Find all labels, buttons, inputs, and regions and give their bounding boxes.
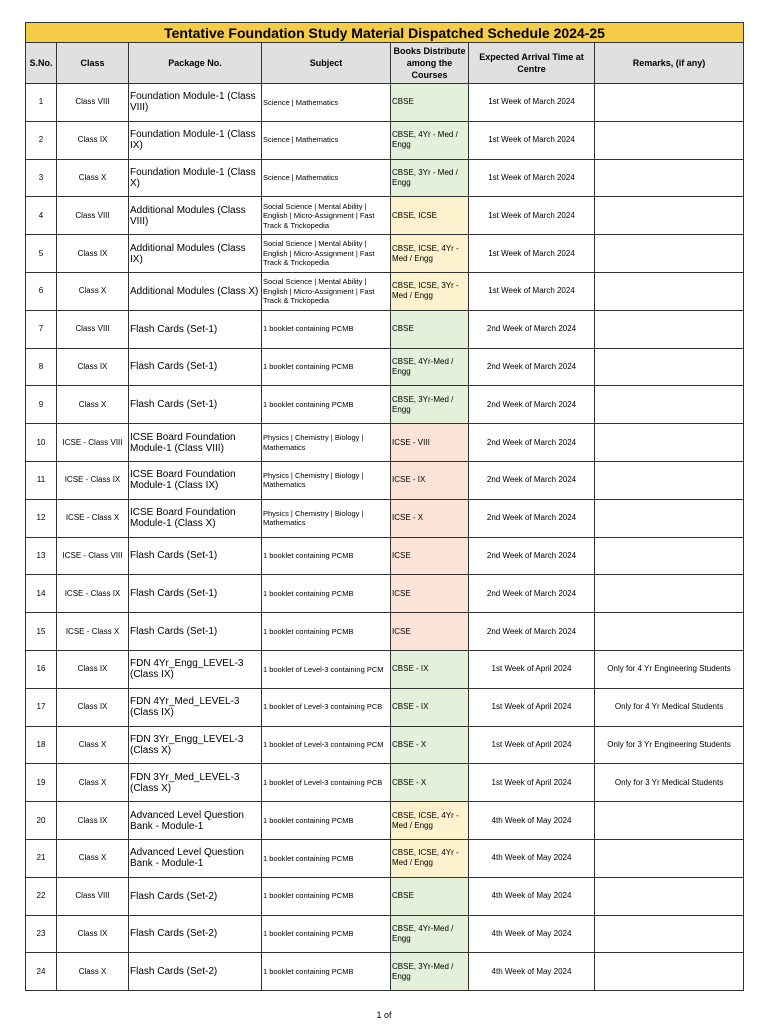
cell-package: Foundation Module-1 (Class X) [129, 159, 262, 197]
cell-subject: 1 booklet of Level-3 containing PCB [262, 764, 391, 802]
cell-subject: 1 booklet containing PCMB [262, 839, 391, 877]
cell-books: CBSE, 3Yr-Med / Engg [391, 953, 469, 991]
cell-subject: 1 booklet of Level-3 containing PCM [262, 726, 391, 764]
cell-arrival: 1st Week of March 2024 [469, 159, 595, 197]
cell-remarks [595, 197, 744, 235]
header-sno: S.No. [26, 43, 57, 84]
cell-books: CBSE, ICSE, 3Yr - Med / Engg [391, 272, 469, 310]
cell-sno: 2 [26, 121, 57, 159]
cell-arrival: 1st Week of April 2024 [469, 688, 595, 726]
cell-class: Class X [57, 726, 129, 764]
cell-books: CBSE, 3Yr - Med / Engg [391, 159, 469, 197]
cell-remarks [595, 386, 744, 424]
cell-books: CBSE, ICSE, 4Yr - Med / Engg [391, 839, 469, 877]
cell-package: Flash Cards (Set-1) [129, 575, 262, 613]
cell-sno: 23 [26, 915, 57, 953]
cell-class: Class IX [57, 915, 129, 953]
cell-sno: 5 [26, 235, 57, 273]
cell-subject: 1 booklet containing PCMB [262, 537, 391, 575]
cell-remarks [595, 424, 744, 462]
cell-package: Flash Cards (Set-1) [129, 537, 262, 575]
cell-remarks: Only for 3 Yr Engineering Students [595, 726, 744, 764]
cell-arrival: 1st Week of March 2024 [469, 121, 595, 159]
cell-remarks [595, 272, 744, 310]
table-row [26, 461, 744, 499]
cell-remarks: Only for 4 Yr Medical Students [595, 688, 744, 726]
cell-sno: 9 [26, 386, 57, 424]
table-row [26, 272, 744, 310]
table-row [26, 726, 744, 764]
cell-subject: 1 booklet containing PCMB [262, 348, 391, 386]
cell-books: ICSE [391, 613, 469, 651]
header-expected: Expected Arrival Time at Centre [469, 43, 595, 84]
cell-package: ICSE Board Foundation Module-1 (Class IX) [129, 461, 262, 499]
cell-books: CBSE, ICSE, 4Yr - Med / Engg [391, 235, 469, 273]
cell-class: Class X [57, 159, 129, 197]
sheet-title: Tentative Foundation Study Material Dispatched Schedule 2024-25 [26, 23, 744, 43]
cell-package: ICSE Board Foundation Module-1 (Class VIII) [129, 424, 262, 462]
cell-remarks [595, 159, 744, 197]
cell-class: ICSE - Class X [57, 613, 129, 651]
cell-sno: 16 [26, 650, 57, 688]
cell-books: CBSE [391, 877, 469, 915]
table-row [26, 197, 744, 235]
cell-class: Class VIII [57, 877, 129, 915]
cell-class: Class X [57, 953, 129, 991]
cell-subject: Science | Mathematics [262, 159, 391, 197]
cell-class: ICSE - Class IX [57, 575, 129, 613]
header-package: Package No. [129, 43, 262, 84]
cell-class: Class IX [57, 688, 129, 726]
table-row [26, 650, 744, 688]
cell-class: ICSE - Class X [57, 499, 129, 537]
cell-books: CBSE [391, 310, 469, 348]
cell-remarks: Only for 3 Yr Medical Students [595, 764, 744, 802]
cell-books: ICSE - IX [391, 461, 469, 499]
cell-class: ICSE - Class VIII [57, 537, 129, 575]
table-row [26, 310, 744, 348]
cell-remarks [595, 839, 744, 877]
cell-subject: Physics | Chemistry | Biology | Mathematics [262, 424, 391, 462]
cell-package: Flash Cards (Set-1) [129, 310, 262, 348]
cell-subject: 1 booklet containing PCMB [262, 386, 391, 424]
cell-arrival: 2nd Week of March 2024 [469, 499, 595, 537]
cell-books: ICSE [391, 537, 469, 575]
cell-package: Foundation Module-1 (Class IX) [129, 121, 262, 159]
cell-package: Flash Cards (Set-1) [129, 386, 262, 424]
table-row [26, 499, 744, 537]
cell-package: Additional Modules (Class IX) [129, 235, 262, 273]
cell-remarks [595, 84, 744, 122]
cell-subject: 1 booklet containing PCMB [262, 877, 391, 915]
cell-arrival: 1st Week of March 2024 [469, 272, 595, 310]
cell-arrival: 2nd Week of March 2024 [469, 424, 595, 462]
cell-arrival: 2nd Week of March 2024 [469, 537, 595, 575]
cell-package: Additional Modules (Class X) [129, 272, 262, 310]
cell-books: CBSE - IX [391, 688, 469, 726]
table-row [26, 688, 744, 726]
cell-package: Flash Cards (Set-1) [129, 613, 262, 651]
cell-subject: 1 booklet containing PCMB [262, 613, 391, 651]
cell-package: Foundation Module-1 (Class VIII) [129, 84, 262, 122]
header-remarks: Remarks, (if any) [595, 43, 744, 84]
cell-remarks [595, 575, 744, 613]
cell-class: Class IX [57, 348, 129, 386]
header-class: Class [57, 43, 129, 84]
cell-package: Advanced Level Question Bank - Module-1 [129, 839, 262, 877]
cell-remarks [595, 348, 744, 386]
cell-books: CBSE [391, 84, 469, 122]
cell-package: Flash Cards (Set-2) [129, 877, 262, 915]
cell-arrival: 2nd Week of March 2024 [469, 461, 595, 499]
cell-sno: 21 [26, 839, 57, 877]
table-row [26, 802, 744, 840]
cell-arrival: 2nd Week of March 2024 [469, 310, 595, 348]
cell-subject: Science | Mathematics [262, 84, 391, 122]
cell-sno: 11 [26, 461, 57, 499]
cell-subject: Physics | Chemistry | Biology | Mathematics [262, 461, 391, 499]
cell-arrival: 1st Week of March 2024 [469, 197, 595, 235]
cell-class: Class IX [57, 235, 129, 273]
cell-books: CBSE, 4Yr-Med / Engg [391, 348, 469, 386]
cell-sno: 20 [26, 802, 57, 840]
cell-remarks [595, 877, 744, 915]
cell-arrival: 1st Week of April 2024 [469, 650, 595, 688]
cell-remarks [595, 915, 744, 953]
table-row [26, 915, 744, 953]
table-row [26, 877, 744, 915]
cell-remarks [595, 235, 744, 273]
cell-books: ICSE [391, 575, 469, 613]
cell-sno: 8 [26, 348, 57, 386]
page-footer: 1 of [376, 1010, 392, 1020]
schedule-table [25, 22, 744, 991]
cell-sno: 10 [26, 424, 57, 462]
table-row [26, 159, 744, 197]
cell-subject: 1 booklet containing PCMB [262, 953, 391, 991]
table-row [26, 386, 744, 424]
cell-books: CBSE, 4Yr-Med / Engg [391, 915, 469, 953]
cell-class: Class IX [57, 650, 129, 688]
cell-package: Flash Cards (Set-2) [129, 915, 262, 953]
table-row [26, 84, 744, 122]
schedule-sheet [25, 22, 743, 991]
table-row [26, 235, 744, 273]
cell-package: FDN 4Yr_Med_LEVEL-3 (Class IX) [129, 688, 262, 726]
cell-remarks [595, 310, 744, 348]
cell-arrival: 2nd Week of March 2024 [469, 575, 595, 613]
cell-subject: 1 booklet containing PCMB [262, 575, 391, 613]
cell-class: Class IX [57, 802, 129, 840]
cell-class: Class VIII [57, 84, 129, 122]
cell-sno: 24 [26, 953, 57, 991]
header-subject: Subject [262, 43, 391, 84]
cell-books: CBSE, 4Yr - Med / Engg [391, 121, 469, 159]
cell-sno: 1 [26, 84, 57, 122]
cell-class: Class IX [57, 121, 129, 159]
cell-class: Class X [57, 386, 129, 424]
cell-subject: 1 booklet containing PCMB [262, 915, 391, 953]
cell-arrival: 1st Week of March 2024 [469, 84, 595, 122]
cell-subject: 1 booklet containing PCMB [262, 310, 391, 348]
table-row [26, 839, 744, 877]
cell-books: ICSE - X [391, 499, 469, 537]
cell-remarks [595, 953, 744, 991]
table-row [26, 121, 744, 159]
cell-sno: 6 [26, 272, 57, 310]
table-row [26, 424, 744, 462]
cell-sno: 19 [26, 764, 57, 802]
cell-class: ICSE - Class VIII [57, 424, 129, 462]
cell-sno: 4 [26, 197, 57, 235]
cell-subject: Social Science | Mental Ability | English | Micro-Assignment | Fast Track & Trickopedia [262, 272, 391, 310]
cell-arrival: 4th Week of May 2024 [469, 877, 595, 915]
cell-class: Class X [57, 272, 129, 310]
cell-arrival: 4th Week of May 2024 [469, 915, 595, 953]
cell-remarks [595, 121, 744, 159]
cell-books: ICSE - VIII [391, 424, 469, 462]
header-row [26, 43, 744, 84]
cell-package: Flash Cards (Set-2) [129, 953, 262, 991]
cell-books: CBSE, 3Yr-Med / Engg [391, 386, 469, 424]
cell-subject: Science | Mathematics [262, 121, 391, 159]
cell-sno: 18 [26, 726, 57, 764]
cell-class: Class X [57, 764, 129, 802]
cell-package: Advanced Level Question Bank - Module-1 [129, 802, 262, 840]
cell-subject: 1 booklet containing PCMB [262, 802, 391, 840]
cell-arrival: 1st Week of March 2024 [469, 235, 595, 273]
cell-sno: 13 [26, 537, 57, 575]
cell-subject: 1 booklet of Level-3 containing PCB [262, 688, 391, 726]
cell-arrival: 2nd Week of March 2024 [469, 386, 595, 424]
cell-arrival: 1st Week of April 2024 [469, 726, 595, 764]
cell-sno: 22 [26, 877, 57, 915]
cell-sno: 7 [26, 310, 57, 348]
cell-package: Flash Cards (Set-1) [129, 348, 262, 386]
cell-arrival: 2nd Week of March 2024 [469, 613, 595, 651]
cell-remarks [595, 499, 744, 537]
cell-package: FDN 3Yr_Engg_LEVEL-3 (Class X) [129, 726, 262, 764]
cell-package: FDN 3Yr_Med_LEVEL-3 (Class X) [129, 764, 262, 802]
cell-arrival: 4th Week of May 2024 [469, 953, 595, 991]
cell-sno: 12 [26, 499, 57, 537]
cell-books: CBSE, ICSE, 4Yr - Med / Engg [391, 802, 469, 840]
cell-remarks: Only for 4 Yr Engineering Students [595, 650, 744, 688]
table-body [26, 84, 744, 991]
cell-class: Class VIII [57, 197, 129, 235]
table-row [26, 537, 744, 575]
header-books: Books Distribute among the Courses [391, 43, 469, 84]
cell-books: CBSE - X [391, 726, 469, 764]
cell-arrival: 4th Week of May 2024 [469, 839, 595, 877]
cell-sno: 14 [26, 575, 57, 613]
cell-sno: 17 [26, 688, 57, 726]
cell-sno: 15 [26, 613, 57, 651]
cell-arrival: 1st Week of April 2024 [469, 764, 595, 802]
cell-package: FDN 4Yr_Engg_LEVEL-3 (Class IX) [129, 650, 262, 688]
cell-remarks [595, 802, 744, 840]
table-row [26, 953, 744, 991]
cell-package: Additional Modules (Class VIII) [129, 197, 262, 235]
cell-remarks [595, 461, 744, 499]
cell-sno: 3 [26, 159, 57, 197]
cell-subject: Social Science | Mental Ability | English | Micro-Assignment | Fast Track & Trickopedia [262, 235, 391, 273]
cell-class: Class VIII [57, 310, 129, 348]
cell-remarks [595, 613, 744, 651]
cell-class: Class X [57, 839, 129, 877]
cell-subject: Social Science | Mental Ability | English | Micro-Assignment | Fast Track & Trickopedia [262, 197, 391, 235]
cell-books: CBSE, ICSE [391, 197, 469, 235]
cell-arrival: 4th Week of May 2024 [469, 802, 595, 840]
table-row [26, 575, 744, 613]
table-row [26, 764, 744, 802]
cell-books: CBSE - X [391, 764, 469, 802]
table-row [26, 613, 744, 651]
table-row [26, 348, 744, 386]
cell-class: ICSE - Class IX [57, 461, 129, 499]
cell-subject: Physics | Chemistry | Biology | Mathematics [262, 499, 391, 537]
cell-package: ICSE Board Foundation Module-1 (Class X) [129, 499, 262, 537]
cell-remarks [595, 537, 744, 575]
cell-arrival: 2nd Week of March 2024 [469, 348, 595, 386]
cell-books: CBSE - IX [391, 650, 469, 688]
cell-subject: 1 booklet of Level-3 containing PCM [262, 650, 391, 688]
